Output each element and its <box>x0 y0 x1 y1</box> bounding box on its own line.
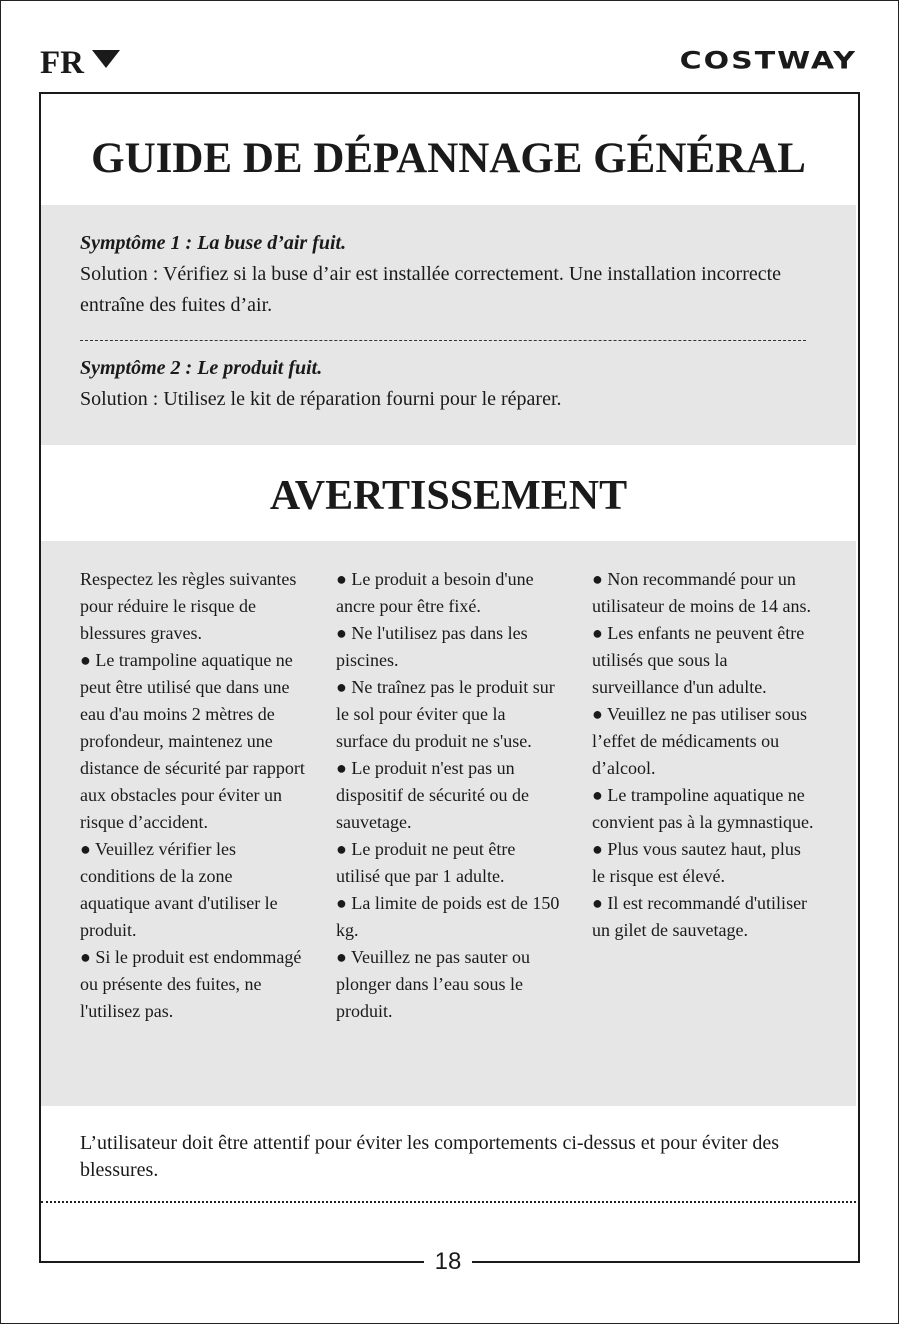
symptom-block-2 <box>80 353 810 415</box>
warning-item: ● Veuillez ne pas sauter ou plonger dans l’eau sous le produit. <box>336 947 530 1021</box>
symptom-block-1 <box>80 228 810 321</box>
warning-column-2 <box>336 566 561 1025</box>
dotted-divider <box>41 1201 856 1203</box>
page-number: 18 <box>434 1248 462 1275</box>
warning-item: ● Le produit a besoin d'une ancre pour être fixé. <box>336 569 534 616</box>
warning-column-1 <box>80 566 305 1025</box>
warning-column-3 <box>592 566 817 944</box>
symptom-2-solution: Solution : Utilisez le kit de réparation fourni pour le réparer. <box>80 388 562 410</box>
warning-item: ● Les enfants ne peuvent être utilisés que sous la surveillance d'un adulte. <box>592 623 805 697</box>
dashed-divider <box>80 340 806 341</box>
warning-item: ● La limite de poids est de 150 kg. <box>336 893 560 940</box>
warning-item: ● Le produit n'est pas un dispositif de sécurité ou de sauvetage. <box>336 758 529 832</box>
warning-item: ● Le trampoline aquatique ne convient pas à la gymnastique. <box>592 785 814 832</box>
troubleshooting-title: GUIDE DE DÉPANNAGE GÉNÉRAL <box>91 135 806 182</box>
closing-note: L’utilisateur doit être attentif pour éviter les comportements ci-dessus et pour éviter des blessures. <box>80 1132 780 1181</box>
frame-bottom-right <box>472 1261 858 1263</box>
warning-title: AVERTISSEMENT <box>269 473 628 519</box>
language-marker <box>40 44 120 82</box>
warning-item: ● Il est recommandé d'utiliser un gilet de sauvetage. <box>592 893 808 940</box>
warning-item: ● Si le produit est endommagé ou présente des fuites, ne l'utilisez pas. <box>80 947 302 1021</box>
symptom-2-title: Symptôme 2 : Le produit fuit. <box>80 357 323 379</box>
warning-item: ● Le trampoline aquatique ne peut être utilisé que dans une eau d'au moins 2 mètres de profondeur, maintenez une distance de sécurité par rapport aux obstacles pour éviter un risque d’accident. <box>80 650 305 832</box>
brand-logo: COSTWAY <box>679 47 857 75</box>
frame-bottom-left <box>39 1261 424 1263</box>
warning-item: ● Veuillez vérifier les conditions de la zone aquatique avant d'utiliser le produit. <box>80 839 278 940</box>
symptom-1-title: Symptôme 1 : La buse d’air fuit. <box>80 232 347 254</box>
warning-item: ● Non recommandé pour un utilisateur de moins de 14 ans. <box>592 569 811 616</box>
triangle-down-icon <box>92 50 120 68</box>
warning-item: ● Ne traînez pas le produit sur le sol pour éviter que la surface du produit ne s'use. <box>336 677 555 751</box>
warning-item: ● Veuillez ne pas utiliser sous l’effet de médicaments ou d’alcool. <box>592 704 808 778</box>
warning-item: ● Plus vous sautez haut, plus le risque est élevé. <box>592 839 801 886</box>
warning-item: ● Le produit ne peut être utilisé que par 1 adulte. <box>336 839 516 886</box>
language-code: FR <box>40 45 84 81</box>
symptom-1-solution: Solution : Vérifiez si la buse d’air est installée correctement. Une installation incorrecte entraîne des fuites d’air. <box>80 263 782 316</box>
warning-item: ● Ne l'utilisez pas dans les piscines. <box>336 623 528 670</box>
warning-item: Respectez les règles suivantes pour réduire le risque de blessures graves. <box>80 569 297 643</box>
